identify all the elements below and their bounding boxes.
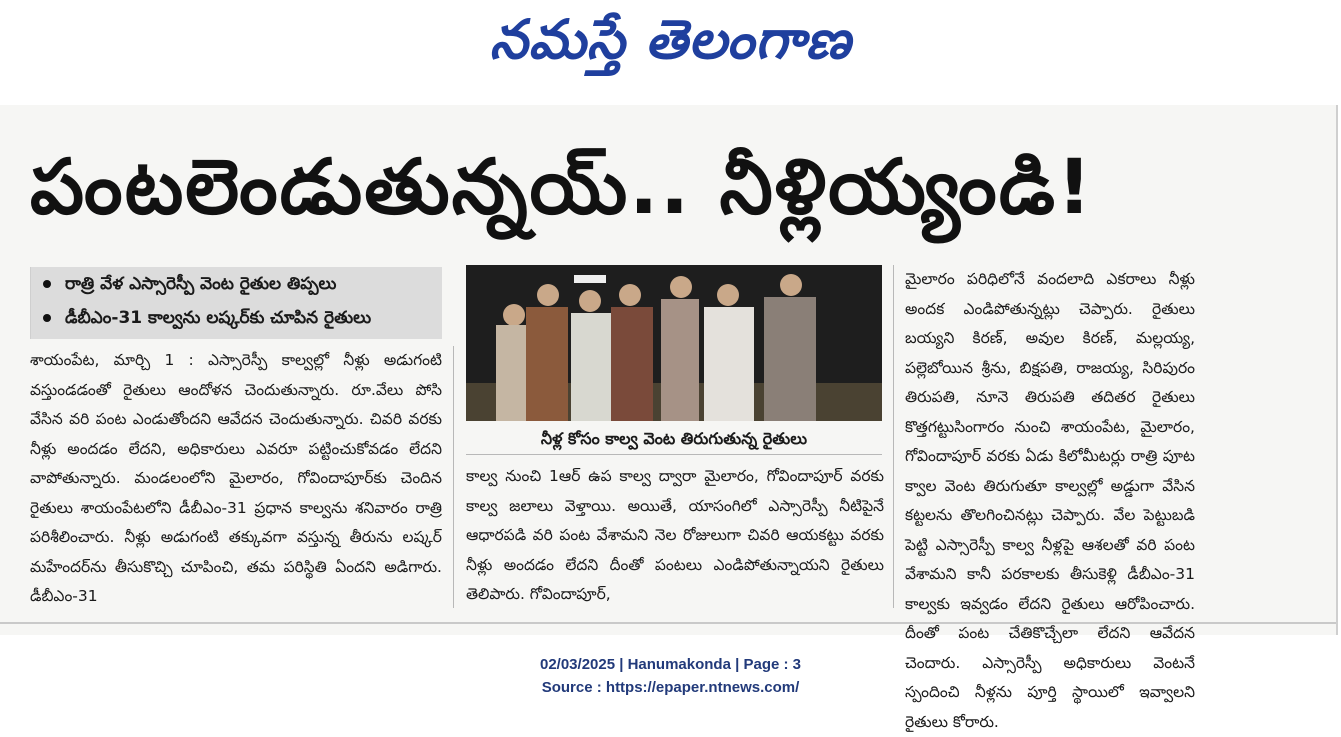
farmers-photo	[466, 265, 882, 421]
subhead-bullet	[31, 267, 442, 301]
newspaper-masthead: నమస్తే తెలంగాణ	[489, 8, 852, 71]
subhead-bullets	[30, 267, 442, 339]
footer-date-page: 02/03/2025 | Hanumakonda | Page : 3	[539, 656, 801, 673]
source-footer	[0, 653, 1341, 699]
article-paragraph: కాల్వ నుంచి 1ఆర్ ఉప కాల్వ ద్వారా మైలారం, గోవిందాపూర్ వరకు కాల్వ జలాలు వెళ్తాయి. అయితే, యాసంగిలో ఎస్సారెస్పీ నీటిపైనే ఆధారపడి వరి పంట వేశామని నెల రోజులుగా చివరి ఆయకట్టు వరకు నీళ్లు అందడం లేదని దీంతో పంటలు ఎండిపోతున్నాయని రైతులు తెలిపారు. గోవిందాపూర్,	[466, 467, 884, 603]
article-paragraph: మైలారం పరిధిలోనే వందలాది ఎకరాలు నీళ్లు అందక ఎండిపోతున్నట్లు చెప్పారు. రైతులు బయ్యని కిరణ్, అవుల కిరణ్, మల్లయ్య, పల్లెబోయిన శ్రీను, బిక్షపతి, రాజయ్య, సిరిపురం తిరుపతి, నూనె తిరుపతి తదితర రైతులు కొత్తగట్టుసింగారం నుంచి శాయంపేట, మైలారం, గోవిందాపూర్ వరకు ఏడు కిలోమీటర్లు రాత్రి పూట క్వాల వెంట తిరుగుతూ కాల్వల్లో అడ్డుగా వేసిన కట్టలను తొలగించినట్లు చెప్పారు. వేల పెట్టుబడి పెట్టి ఎస్సారెస్పీ కాల్వ నీళ్లపై ఆశలతో వరి పంట వేశామని కానీ పరకాలకు తీసుకెళ్లి డీబీఎం-31 కాల్వకు ఇవ్వడం లేదని రైతులు ఆరోపించారు. దీంతో పంట చేతికొచ్చేలా లేదని ఆవేదన చెందారు. ఎస్సారెస్పీ అధికారులు వెంటనే స్పందించి నీళ్లను పూర్తి స్థాయిలో ఇవ్వాలని రైతులు కోరారు.	[905, 270, 1195, 731]
farmers-photo-illustration	[466, 265, 882, 421]
article-headline: పంటలెండుతున్నయ్.. నీళ్లియ్యండి!	[30, 142, 1094, 231]
bullet-icon	[43, 280, 51, 288]
column-divider	[893, 265, 894, 608]
subhead-bullet-text: డీబీఎం-31 కాల్వను లష్కర్‌కు చూపిన రైతులు	[65, 308, 372, 328]
subhead-bullet-text: రాత్రి వేళ ఎస్సారెస్పీ వెంట రైతుల తిప్పలు	[65, 274, 337, 294]
article-column-3	[905, 265, 1195, 731]
article-paragraph: శాయంపేట, మార్చి 1 : ఎస్సారెస్పీ కాల్వల్లో నీళ్లు అడుగంటి వస్తుండడంతో రైతులు ఆందోళన చెందుతున్నారు. రూ.వేలు పోసి వేసిన వరి పంట ఎండుతోందని ఆవేదన చెందుతున్నారు. చివరి వరకు నీళ్లు అందడం లేదని, అధికారులు ఎవరూ పట్టించుకోవడం లేదని వాపోతున్నారు. మండలంలోని మైలారం, గోవిందాపూర్‌కు చెందిన రైతులు శాయంపేటలోని డీబీఎం-31 ప్రధాన కాల్వను శనివారం రాత్రి పరిశీలించారు. నీళ్లు అడుగంటి తక్కువగా వస్తున్న తీరును లష్కర్ మహేందర్‌ను తీసుకొచ్చి చూపించి, తమ పరిస్థితి ఏందని అడిగారు. డీబీఎం-31	[30, 351, 442, 605]
article-column-1	[30, 346, 442, 604]
article-column-2	[466, 462, 884, 607]
subhead-bullet	[31, 301, 442, 335]
footer-source: Source : https://epaper.ntnews.com/	[541, 679, 800, 696]
column-divider	[453, 346, 454, 608]
bullet-icon	[43, 314, 51, 322]
photo-caption: నీళ్ల కోసం కాల్వ వెంట తిరుగుతున్న రైతులు	[466, 424, 882, 455]
